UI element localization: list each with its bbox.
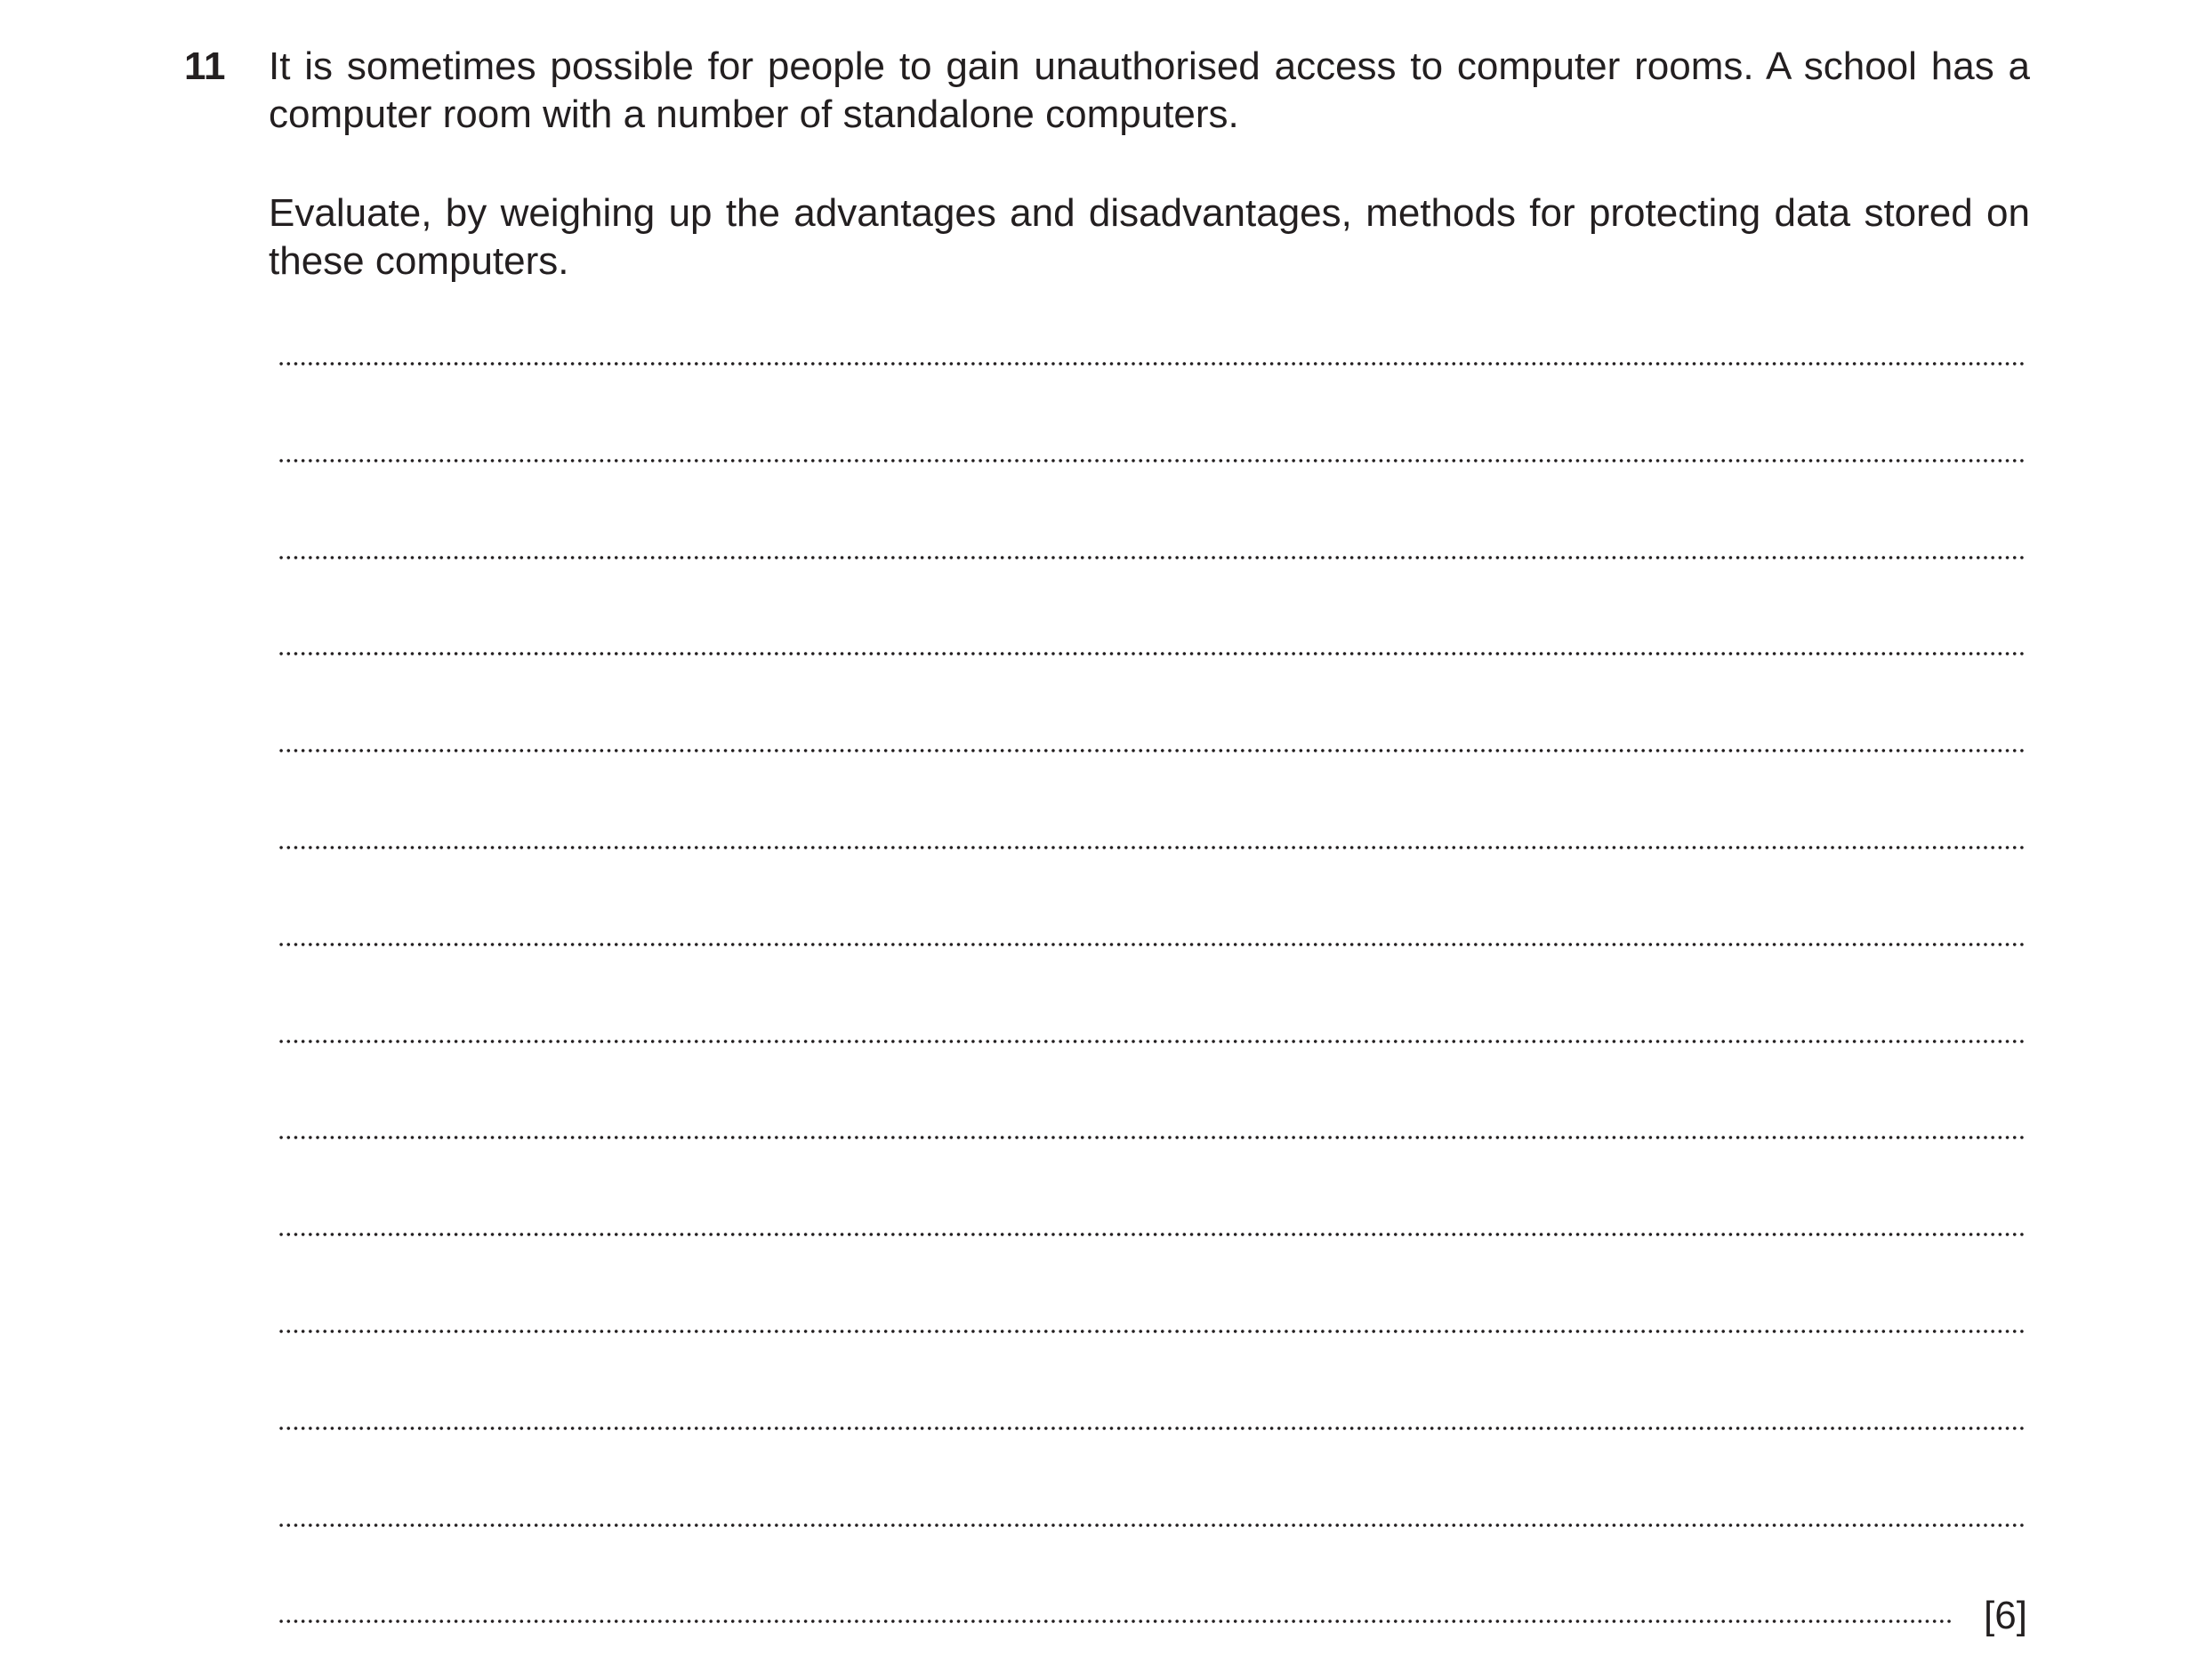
- answer-line[interactable]: [278, 1330, 2026, 1333]
- question-instruction: Evaluate, by weighing up the advantages and disadvantages, methods for protecting data stored on these computers.: [269, 191, 2030, 283]
- question-stem: It is sometimes possible for people to gain unauthorised access to computer rooms. A school has a computer room with a number of standalone computers.: [269, 44, 2030, 136]
- question-number: 11: [184, 44, 226, 88]
- answer-line[interactable]: [278, 1523, 2026, 1527]
- answer-line[interactable]: [278, 1620, 1954, 1623]
- answer-line[interactable]: [278, 1233, 2026, 1236]
- answer-line[interactable]: [278, 1427, 2026, 1430]
- marks-allocation: [6]: [1984, 1594, 2027, 1637]
- answer-line[interactable]: [278, 652, 2026, 655]
- answer-line[interactable]: [278, 1040, 2026, 1043]
- answer-line[interactable]: [278, 943, 2026, 946]
- answer-line[interactable]: [278, 749, 2026, 752]
- answer-line[interactable]: [278, 362, 2026, 366]
- answer-line[interactable]: [278, 459, 2026, 462]
- answer-line[interactable]: [278, 1136, 2026, 1139]
- answer-line[interactable]: [278, 556, 2026, 559]
- answer-line[interactable]: [278, 846, 2026, 849]
